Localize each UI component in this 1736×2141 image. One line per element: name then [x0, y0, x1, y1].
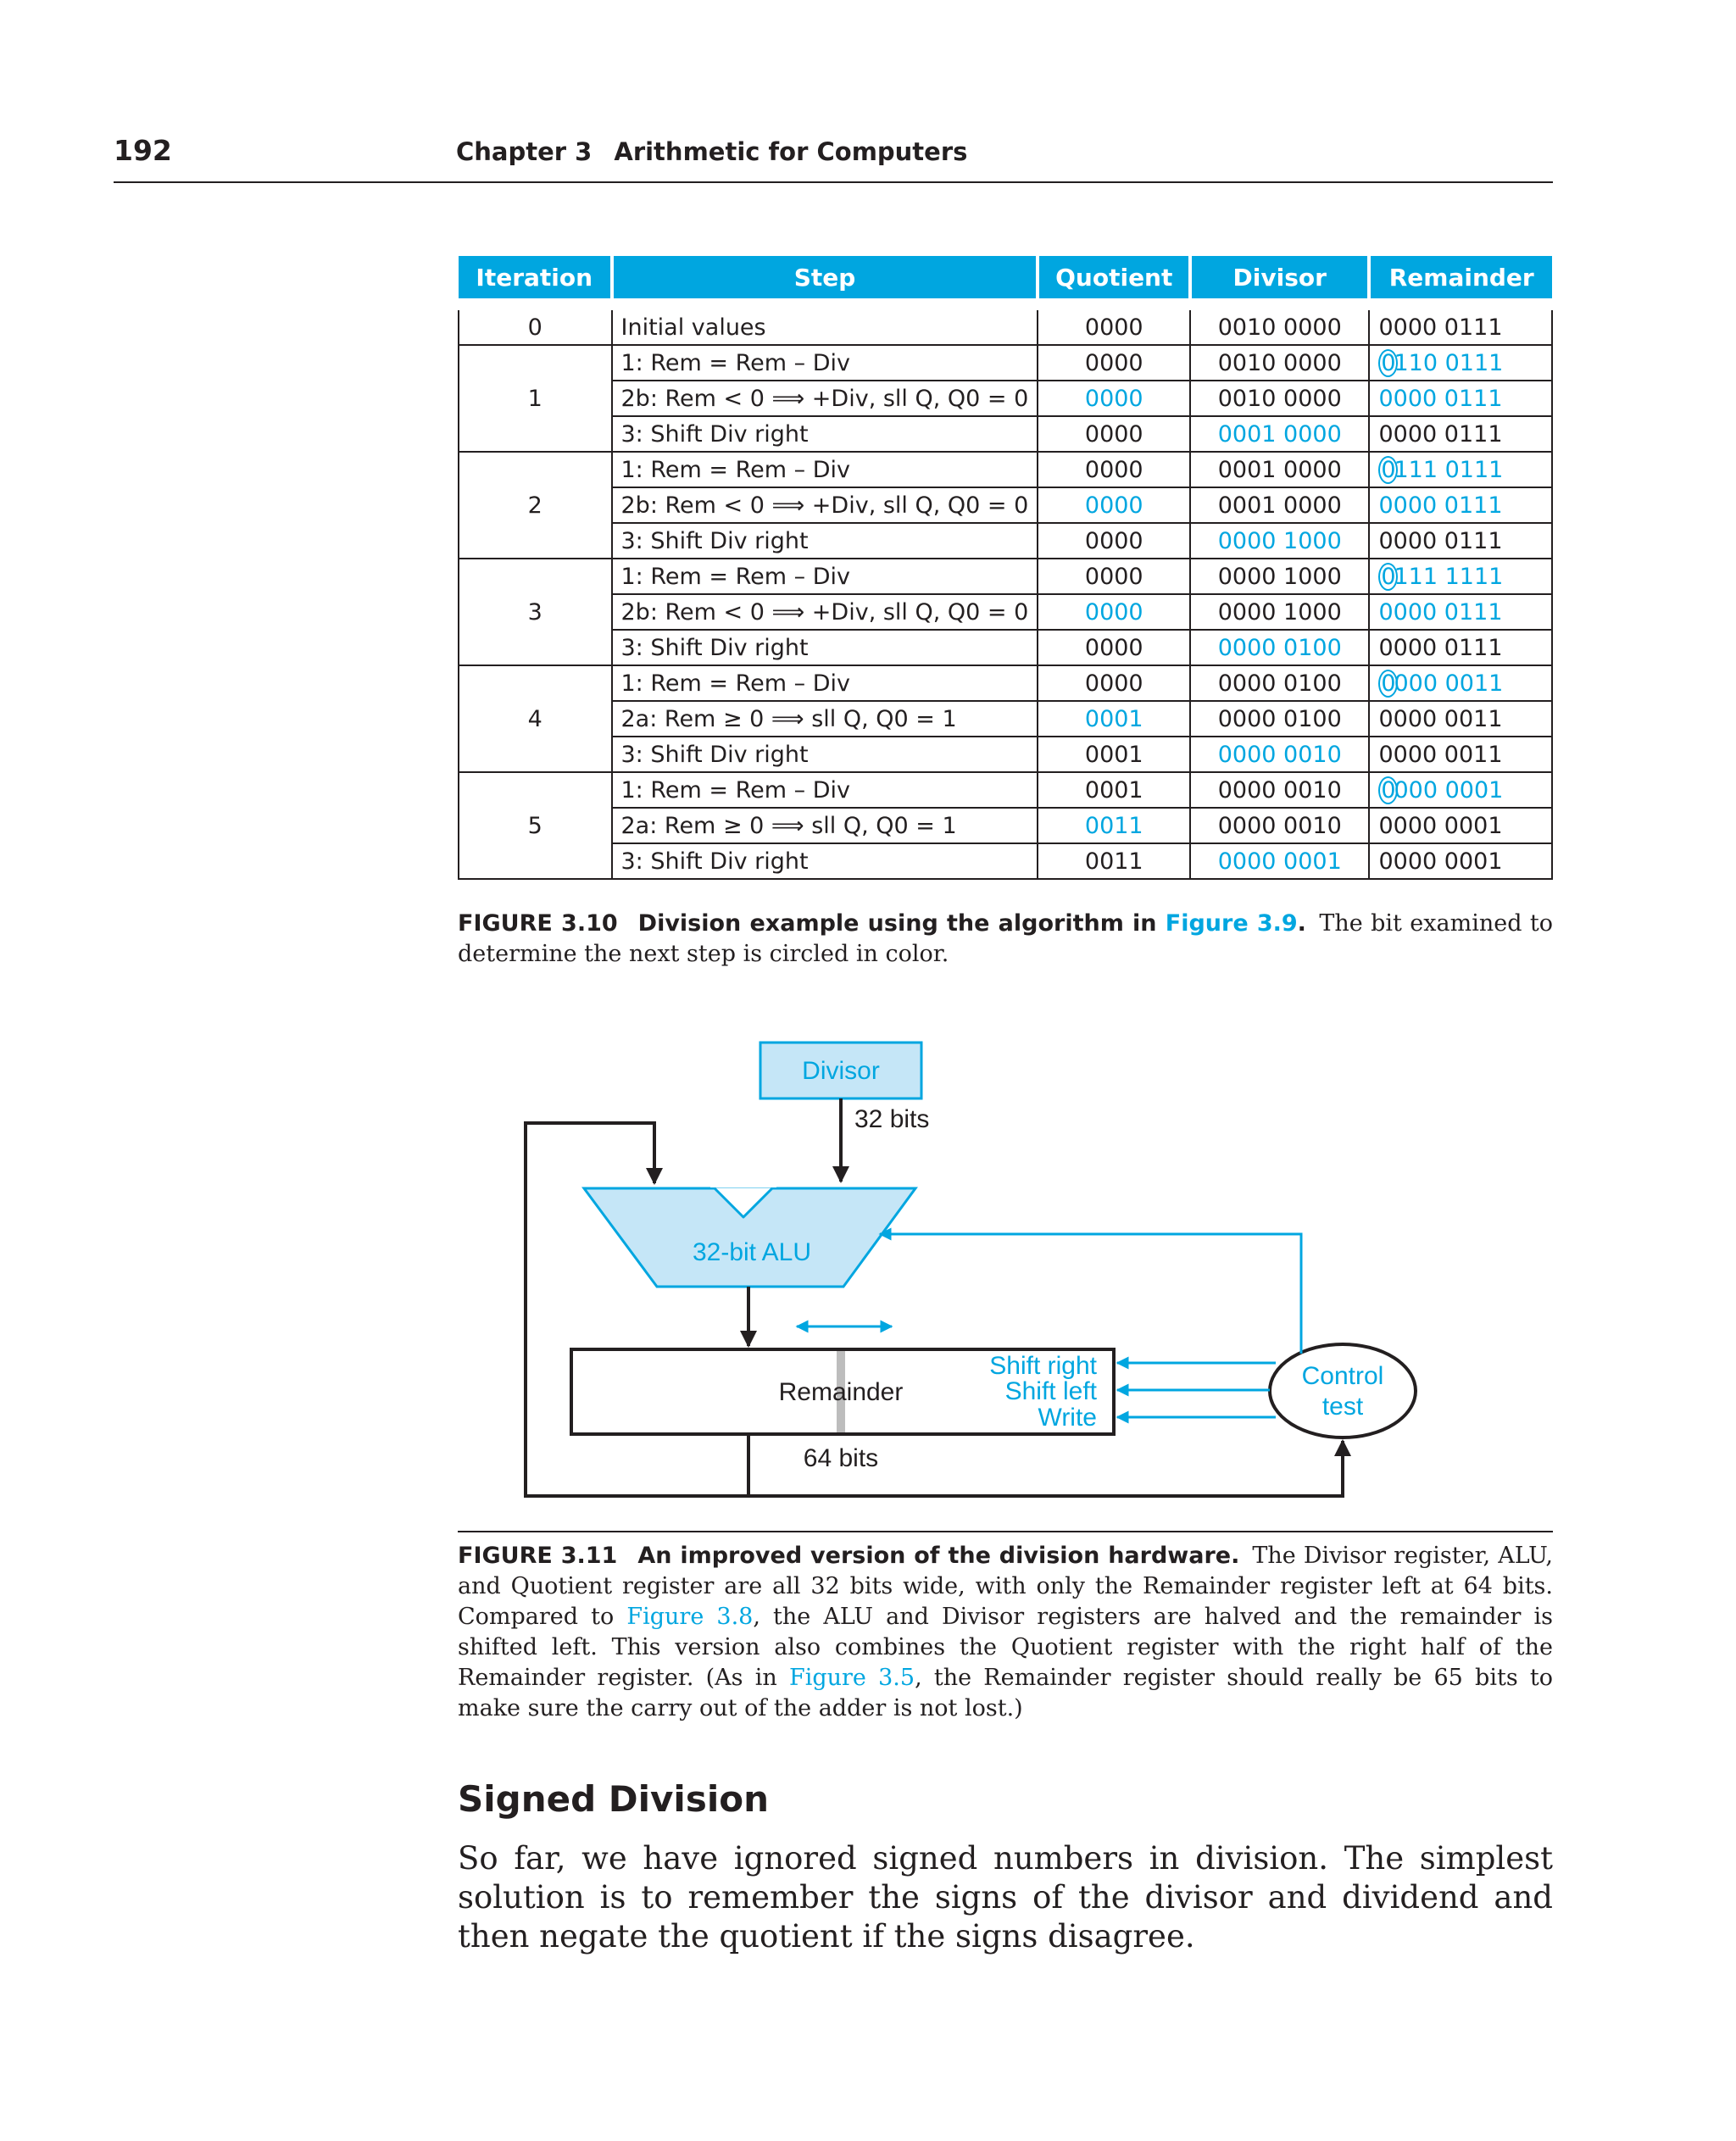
- bits-32-label: 32 bits: [854, 1105, 930, 1133]
- quotient-cell: 0011: [1038, 808, 1190, 843]
- feedback-path: [526, 1123, 748, 1496]
- remainder-cell: 0000 0111: [1369, 630, 1552, 665]
- quotient-cell: 0000: [1038, 304, 1190, 345]
- table-row: [459, 487, 1552, 523]
- page-header: [114, 127, 1553, 183]
- iteration-cell: 2: [459, 452, 612, 559]
- step-cell: 2b: Rem < 0 ⟹ +Div, sll Q, Q0 = 0: [612, 487, 1038, 523]
- step-cell: 1: Rem = Rem – Div: [612, 345, 1038, 381]
- step-cell: 3: Shift Div right: [612, 630, 1038, 665]
- shift-left-label: Shift left: [1004, 1377, 1097, 1405]
- column-header-quotient: Quotient: [1038, 256, 1190, 304]
- table-body: [459, 304, 1552, 879]
- divisor-cell: 0000 1000: [1190, 594, 1369, 630]
- divisor-cell: 0000 0100: [1190, 630, 1369, 665]
- step-cell: 1: Rem = Rem – Div: [612, 559, 1038, 594]
- step-cell: 3: Shift Div right: [612, 416, 1038, 452]
- page-number: 192: [114, 134, 172, 167]
- step-cell: 3: Shift Div right: [612, 843, 1038, 879]
- figure-link[interactable]: Figure 3.9: [1165, 910, 1298, 937]
- figure-label: FIGURE 3.10: [458, 910, 618, 937]
- circled-bit: 0: [1378, 670, 1398, 698]
- remainder-cell: 0000 0111: [1369, 523, 1552, 559]
- table-row: [459, 345, 1552, 381]
- table-row: [459, 843, 1552, 879]
- figure-title-end: .: [1297, 910, 1306, 937]
- figure-3-8-link[interactable]: Figure 3.8: [626, 1604, 754, 1630]
- body-paragraph: So far, we have ignored signed numbers in division. The simplest solution is to remember the signs of the divisor and dividend and then negate the quotient if the signs disagree.: [458, 1840, 1553, 1955]
- column-header-iteration: Iteration: [459, 256, 612, 304]
- write-label: Write: [1038, 1404, 1097, 1432]
- divisor-cell: 0001 0000: [1190, 416, 1369, 452]
- column-header-divisor: Divisor: [1190, 256, 1369, 304]
- table-row: [459, 416, 1552, 452]
- step-cell: 3: Shift Div right: [612, 523, 1038, 559]
- remainder-cell: [1369, 772, 1552, 808]
- remainder-rest: 111 1111: [1394, 563, 1504, 590]
- quotient-cell: 0000: [1038, 559, 1190, 594]
- remainder-rest: 000 0011: [1394, 670, 1504, 697]
- remainder-cell: 0000 0011: [1369, 737, 1552, 772]
- iteration-cell: 1: [459, 345, 612, 452]
- iteration-cell: 5: [459, 772, 612, 879]
- divisor-cell: 0010 0000: [1190, 345, 1369, 381]
- circled-bit: 0: [1378, 349, 1398, 377]
- figure-3-11-caption: [458, 1531, 1553, 1724]
- step-cell: 1: Rem = Rem – Div: [612, 452, 1038, 487]
- figure-title-text: Division example using the algorithm in: [637, 910, 1157, 937]
- divisor-cell: 0000 0100: [1190, 665, 1369, 701]
- remainder-cell: 0000 0001: [1369, 808, 1552, 843]
- quotient-cell: 0000: [1038, 594, 1190, 630]
- step-cell: 1: Rem = Rem – Div: [612, 772, 1038, 808]
- shift-right-label: Shift right: [989, 1352, 1097, 1380]
- remainder-label: Remainder: [778, 1378, 904, 1406]
- divisor-cell: 0000 0100: [1190, 701, 1369, 737]
- bits-64-label: 64 bits: [803, 1444, 879, 1472]
- remainder-cell: 0000 0111: [1369, 381, 1552, 416]
- remainder-register: [571, 1349, 1114, 1434]
- remainder-cell: 0000 0111: [1369, 487, 1552, 523]
- table-row: [459, 304, 1552, 345]
- quotient-cell: 0000: [1038, 345, 1190, 381]
- circled-bit: 0: [1378, 456, 1398, 484]
- circled-bit: 0: [1378, 776, 1398, 804]
- chapter-title: Arithmetic for Computers: [614, 137, 968, 166]
- figure-body: The bit examined to determine the next step is circled in color.: [458, 910, 1553, 967]
- table-row: [459, 772, 1552, 808]
- remainder-cell: [1369, 559, 1552, 594]
- control-label: Control: [1301, 1362, 1384, 1390]
- test-label: test: [1321, 1393, 1364, 1421]
- table-row: [459, 808, 1552, 843]
- divisor-register: [760, 1043, 921, 1098]
- divisor-cell: 0010 0000: [1190, 381, 1369, 416]
- step-cell: 3: Shift Div right: [612, 737, 1038, 772]
- remainder-cell: 0000 0111: [1369, 594, 1552, 630]
- alu-label: 32-bit ALU: [692, 1238, 812, 1266]
- table-row: [459, 381, 1552, 416]
- quotient-cell: 0000: [1038, 452, 1190, 487]
- remainder-rest: 111 0111: [1394, 456, 1504, 483]
- table-row: [459, 630, 1552, 665]
- column-header-remainder: Remainder: [1369, 256, 1552, 304]
- figure-3-5-link[interactable]: Figure 3.5: [788, 1665, 915, 1691]
- step-cell: 2a: Rem ≥ 0 ⟹ sll Q, Q0 = 1: [612, 808, 1038, 843]
- step-cell: 1: Rem = Rem – Div: [612, 665, 1038, 701]
- divisor-cell: 0000 0010: [1190, 737, 1369, 772]
- divisor-cell: 0010 0000: [1190, 304, 1369, 345]
- remainder-cell: 0000 0001: [1369, 843, 1552, 879]
- figure-title: [638, 910, 1306, 937]
- control-test-unit: [1270, 1344, 1416, 1438]
- figure-title: An improved version of the division hardware.: [637, 1543, 1240, 1569]
- step-cell: 2a: Rem ≥ 0 ⟹ sll Q, Q0 = 1: [612, 701, 1038, 737]
- caption-text-1: The Divisor register, ALU, and Quotient register are all 32 bits wide, with only the Remainder register left at 64 bits. Compared to: [458, 1543, 1554, 1630]
- quotient-cell: 0000: [1038, 416, 1190, 452]
- iteration-cell: 0: [459, 304, 612, 345]
- divisor-cell: 0000 0001: [1190, 843, 1369, 879]
- running-head: [456, 137, 967, 166]
- section-heading: Signed Division: [458, 1778, 769, 1820]
- table-row: [459, 701, 1552, 737]
- remainder-cell: 0000 0111: [1369, 304, 1552, 345]
- figure-label: FIGURE 3.11: [458, 1543, 618, 1569]
- division-steps-table: [458, 256, 1553, 880]
- circled-bit: 0: [1378, 563, 1398, 591]
- step-cell: Initial values: [612, 304, 1038, 345]
- quotient-cell: 0001: [1038, 772, 1190, 808]
- divisor-cell: 0001 0000: [1190, 452, 1369, 487]
- iteration-cell: 3: [459, 559, 612, 665]
- divisor-cell: 0001 0000: [1190, 487, 1369, 523]
- remainder-cell: 0000 0011: [1369, 701, 1552, 737]
- divisor-cell: 0000 0010: [1190, 808, 1369, 843]
- quotient-cell: 0000: [1038, 487, 1190, 523]
- caption-text-3: , the Remainder register should really be 65 bits to make sure the carry out of the adder is not lost.): [458, 1665, 1554, 1721]
- divisor-cell: 0000 1000: [1190, 559, 1369, 594]
- table-row: [459, 523, 1552, 559]
- remainder-cell: 0000 0111: [1369, 416, 1552, 452]
- table-header-row: [459, 256, 1552, 304]
- caption-text-2: , the ALU and Divisor registers are halved and the remainder is shifted left. This version also combines the Quotient register with the right half of the Remainder register. (As in: [458, 1604, 1553, 1691]
- step-cell: 2b: Rem < 0 ⟹ +Div, sll Q, Q0 = 0: [612, 594, 1038, 630]
- table-row: [459, 737, 1552, 772]
- table-row: [459, 665, 1552, 701]
- remainder-rest: 000 0001: [1394, 776, 1504, 804]
- remainder-cell: [1369, 452, 1552, 487]
- table-row: [459, 559, 1552, 594]
- divisor-label: Divisor: [802, 1057, 880, 1085]
- quotient-cell: 0001: [1038, 737, 1190, 772]
- quotient-cell: 0011: [1038, 843, 1190, 879]
- divisor-cell: 0000 0010: [1190, 772, 1369, 808]
- column-header-step: Step: [612, 256, 1038, 304]
- remainder-rest: 110 0111: [1394, 349, 1504, 376]
- quotient-cell: 0000: [1038, 523, 1190, 559]
- remainder-cell: [1369, 345, 1552, 381]
- figure-3-10-caption: [458, 909, 1553, 970]
- quotient-cell: 0000: [1038, 665, 1190, 701]
- divisor-cell: 0000 1000: [1190, 523, 1369, 559]
- step-cell: 2b: Rem < 0 ⟹ +Div, sll Q, Q0 = 0: [612, 381, 1038, 416]
- division-hardware-diagram: [509, 1026, 1441, 1526]
- table-row: [459, 452, 1552, 487]
- quotient-cell: 0000: [1038, 381, 1190, 416]
- quotient-cell: 0000: [1038, 630, 1190, 665]
- alu-notch-mask: [710, 1183, 776, 1187]
- chapter-label: Chapter 3: [456, 137, 593, 166]
- remainder-cell: [1369, 665, 1552, 701]
- control-to-alu-line: [880, 1234, 1301, 1354]
- iteration-cell: 4: [459, 665, 612, 772]
- quotient-cell: 0001: [1038, 701, 1190, 737]
- table-row: [459, 594, 1552, 630]
